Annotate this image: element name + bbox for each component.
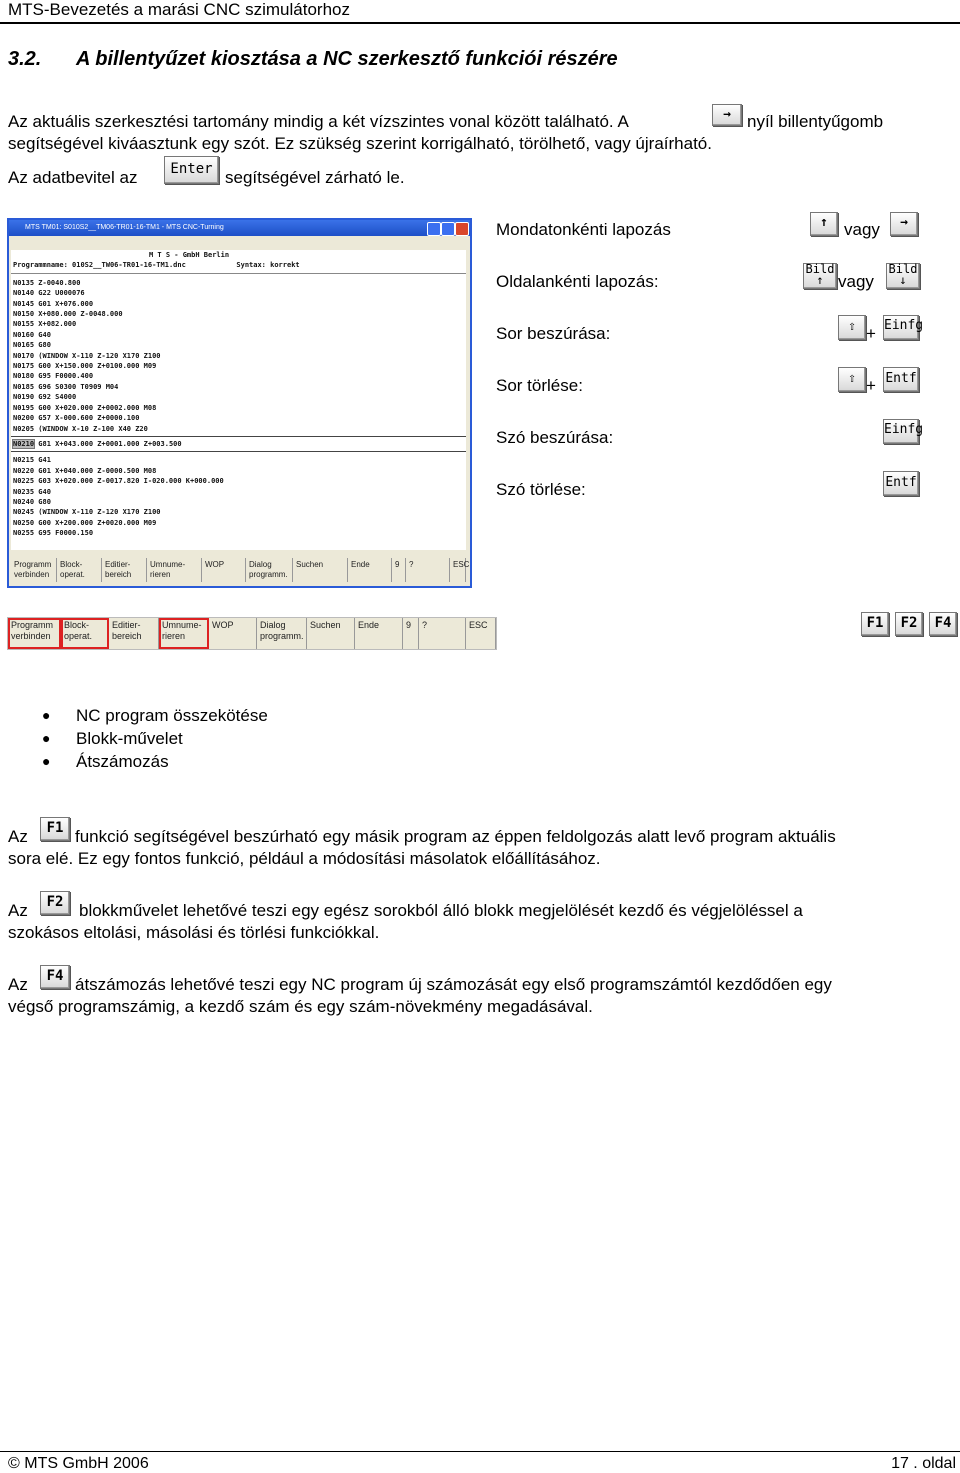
page-up-key-icon: [803, 263, 837, 289]
softkey-bar-small: [11, 558, 470, 582]
softkey-label-1: Block-: [60, 560, 83, 569]
footer-page-number: 17 . oldal: [891, 1455, 956, 1472]
softkey-label-1: Ende: [358, 620, 380, 630]
softkey-0[interactable]: [8, 618, 61, 649]
minimize-icon: [427, 222, 441, 236]
running-header: MTS-Bevezetés a marási CNC szimulátorhoz: [8, 0, 350, 19]
softkey-4[interactable]: [202, 558, 246, 582]
softkey-1[interactable]: [61, 618, 109, 649]
list-item-text: NC program összekötése: [76, 706, 268, 725]
insert-key-icon: Einfg: [883, 419, 919, 444]
softkey-7[interactable]: [355, 618, 403, 649]
section-number: 3.2.: [8, 48, 42, 70]
softkey-6[interactable]: [293, 558, 348, 582]
shift-key-icon: ⇧: [838, 367, 866, 392]
header-rule: [0, 22, 960, 24]
list-item: [42, 704, 268, 727]
code-line: N0225 G03 X+020.000 Z-0017.820 I-020.000 K+000.000: [13, 477, 224, 486]
softkey-3[interactable]: [159, 618, 209, 649]
program-name: 010S2__TW06-TR01-16-TM1.dnc: [72, 261, 186, 270]
code-line: N0240 G80: [13, 497, 51, 506]
code-line: N0180 G95 F0000.400: [13, 372, 94, 381]
syntax-label: Syntax:: [236, 261, 266, 270]
code-line: N0235 G40: [13, 487, 51, 496]
nc-editor-screenshot: [7, 218, 472, 588]
footer-copyright: © MTS GmbH 2006: [8, 1455, 149, 1472]
code-line: N0200 G57 X-000.600 Z+0000.100: [13, 414, 140, 423]
softkey-label-2: bereich: [105, 570, 132, 579]
code-line: N0195 G00 X+020.000 Z+0002.000 M08: [13, 403, 157, 412]
intro-line-3-start: Az adatbevitel az: [8, 168, 138, 187]
code-line: N0140 G22 U000076: [13, 289, 85, 298]
company-line: M T S - GmbH Berlin: [149, 251, 230, 259]
softkey-label-1: Suchen: [296, 560, 324, 569]
f1-para-az: Az: [8, 827, 28, 846]
arrow-right-key-icon: →: [712, 104, 742, 126]
code-line: N0205 (WINDOW X-10 Z-100 X40 Z20: [13, 424, 148, 433]
section-title: A billentyűzet kiosztása a NC szerkesztő funkciói részére: [76, 48, 618, 70]
softkey-label-2: operat.: [64, 631, 93, 641]
code-line: N0190 G92 S4000: [13, 393, 77, 402]
window-title: MTS TM01: S010S2__TM06-TR01-16-TM1 - MTS CNC-Turning: [25, 224, 224, 231]
code-line: N0250 G00 X+200.000 Z+0020.000 M09: [13, 518, 157, 527]
code-line: N0255 G95 F0000.150: [13, 529, 94, 538]
syntax-status: korrekt: [270, 261, 300, 270]
toolbar: [9, 236, 470, 248]
softkey-1[interactable]: [57, 558, 102, 582]
softkey-2[interactable]: [102, 558, 147, 582]
softkey-6[interactable]: [307, 618, 355, 649]
softkey-label-2: operat.: [60, 570, 85, 579]
edit-range-bottom-line: [11, 451, 466, 452]
softkey-label-1: Editier-: [105, 560, 131, 569]
row-word-delete: Szó törlése:: [496, 480, 586, 499]
softkey-label-2: verbinden: [11, 631, 51, 641]
function-list: [42, 704, 268, 773]
softkey-label-2: programm.: [249, 570, 288, 579]
code-line: N0165 G80: [13, 341, 51, 350]
code-line: N0155 X+082.000: [13, 320, 77, 329]
insert-key-icon: Einfg: [883, 315, 919, 340]
close-icon: [455, 222, 469, 236]
edit-range-top-line: [11, 436, 466, 437]
row-line-insert: Sor beszúrása:: [496, 324, 611, 343]
row-sentence-paging: Mondatonkénti lapozás: [496, 220, 671, 239]
f4-key-icon: F4: [929, 612, 957, 636]
selected-word[interactable]: N0210: [13, 439, 35, 448]
softkey-label-2: bereich: [112, 631, 142, 641]
maximize-icon: [441, 222, 455, 236]
f2-key-icon: F2: [40, 891, 70, 915]
or-text-2: vagy: [838, 272, 874, 291]
softkey-9[interactable]: [419, 618, 466, 649]
arrow-up-key-icon: ↑: [810, 212, 838, 236]
bild-label: Bild: [805, 262, 835, 276]
code-line: N0160 G40: [13, 330, 51, 339]
f1-para-line-2: sora elé. Ez egy fontos funkció, például a módosítási másolatok előállításához.: [8, 849, 601, 868]
list-item: [42, 727, 268, 750]
softkey-label-1: ESC: [469, 620, 488, 630]
f1-key-icon: F1: [40, 817, 70, 841]
code-lines-bottom: [11, 455, 466, 538]
softkey-8[interactable]: [392, 558, 406, 582]
row-word-insert: Szó beszúrása:: [496, 428, 614, 447]
code-line: N0145 G01 X+076.000: [13, 299, 94, 308]
intro-line-1-end: nyíl billentyűgomb: [747, 112, 884, 131]
code-line: N0175 G00 X+150.000 Z+0100.000 M09: [13, 362, 157, 371]
row-line-delete: Sor törlése:: [496, 376, 583, 395]
softkey-4[interactable]: [209, 618, 257, 649]
current-line-rest: G81 X+043.000 Z+0001.000 Z+003.500: [34, 439, 182, 448]
softkey-label-1: WOP: [212, 620, 234, 630]
up-arrow-icon: ↑: [816, 273, 824, 287]
code-line: N0215 G41: [13, 456, 51, 465]
footer-rule: [0, 1451, 960, 1452]
delete-key-icon: Entf: [883, 367, 919, 392]
code-line: N0245 (WINDOW X-110 Z-120 X170 Z100: [13, 508, 161, 517]
section-heading: [8, 48, 618, 71]
softkey-2[interactable]: [109, 618, 159, 649]
softkey-label-1: Ende: [351, 560, 370, 569]
softkey-label-1: Dialog: [249, 560, 272, 569]
intro-text: Az aktuális szerkesztési tartomány mindig a két vízszintes vonal között található. A: [8, 112, 629, 131]
softkey-5[interactable]: [257, 618, 307, 649]
current-line: [11, 439, 466, 449]
enter-key-icon: Enter: [164, 156, 219, 184]
softkey-label-1: Block-: [64, 620, 90, 630]
down-arrow-icon: ↓: [899, 273, 907, 287]
bild-label: Bild: [888, 262, 918, 276]
code-lines-top: [11, 278, 466, 434]
code-line: N0220 G01 X+040.000 Z-0000.500 M08: [13, 466, 157, 475]
nc-program-editor: [11, 250, 466, 550]
f2-para-az: Az: [8, 901, 28, 920]
list-item-text: Átszámozás: [76, 752, 169, 771]
softkey-8[interactable]: [403, 618, 419, 649]
code-line: N0185 G96 S0300 T0909 M04: [13, 382, 119, 391]
softkey-label-1: Programm: [11, 620, 54, 630]
window-titlebar: [9, 220, 470, 236]
softkey-label-1: ?: [409, 560, 414, 569]
softkey-3[interactable]: [147, 558, 202, 582]
intro-line-2: segítségével kiváasztunk egy szót. Ez szükség szerint korrigálható, törölhető, vagy újraírható.: [8, 134, 712, 153]
code-line: N0150 X+080.000 Z-0048.000: [13, 310, 123, 319]
softkey-label-1: 9: [395, 560, 400, 569]
softkey-label-1: Programm: [14, 560, 52, 569]
f2-key-icon: F2: [895, 612, 923, 636]
f2-para-line-2: szokásos eltolási, másolási és törlési funkciókkal.: [8, 923, 380, 942]
softkey-label-2: verbinden: [14, 570, 50, 579]
bullet-icon: ●: [42, 730, 51, 746]
f4-para-line-2: végső programszámig, a kezdő szám és egy szám-növekmény megadásával.: [8, 997, 593, 1016]
softkey-10[interactable]: [466, 618, 496, 649]
arrow-right-key-icon: →: [890, 212, 918, 236]
or-text-1: vagy: [844, 220, 880, 239]
bullet-icon: ●: [42, 707, 51, 723]
softkey-label-1: ?: [422, 620, 428, 630]
separator: [11, 273, 466, 274]
delete-key-icon: Entf: [883, 471, 919, 496]
softkey-9[interactable]: [406, 558, 450, 582]
f1-para-line-1: funkció segítségével beszúrható egy másik program az éppen feldolgozás alatt levő program aktuális: [75, 827, 836, 846]
code-line: N0170 (WINDOW X-110 Z-120 X170 Z100: [13, 351, 161, 360]
intro-line-3-end: segítségével zárható le.: [225, 168, 405, 187]
f4-para-az: Az: [8, 975, 28, 994]
softkey-label-2: rieren: [162, 631, 186, 641]
softkey-10[interactable]: [450, 558, 470, 582]
softkey-label-2: rieren: [150, 570, 171, 579]
softkey-7[interactable]: [348, 558, 392, 582]
softkey-label-1: 9: [406, 620, 412, 630]
softkey-label-1: Editier-: [112, 620, 141, 630]
page-down-key-icon: [886, 263, 920, 289]
softkey-bar-large: [7, 617, 497, 650]
softkey-label-1: Suchen: [310, 620, 341, 630]
list-item: [42, 750, 268, 773]
softkey-label-1: Umnume-: [150, 560, 186, 569]
softkey-5[interactable]: [246, 558, 293, 582]
softkey-label-1: Umnume-: [162, 620, 202, 630]
softkey-label-2: programm.: [260, 631, 304, 641]
list-item-text: Blokk-művelet: [76, 729, 183, 748]
plus-sign: +: [866, 376, 876, 395]
code-line: N0135 Z-0040.800: [13, 278, 81, 287]
f1-key-icon: F1: [861, 612, 889, 636]
program-info-line: [11, 260, 466, 270]
f4-para-line-1: átszámozás lehetővé teszi egy NC program új számozását egy első programszámtól kezdődően egy: [75, 975, 832, 994]
program-label: Programmname:: [13, 261, 68, 270]
softkey-label-1: WOP: [205, 560, 225, 569]
f4-key-icon: F4: [40, 965, 70, 989]
bullet-icon: ●: [42, 753, 51, 769]
softkey-0[interactable]: [11, 558, 57, 582]
f2-para-line-1: blokkművelet lehetővé teszi egy egész sorokból álló blokk megjelölését kezdő és végjelöléssel a: [79, 901, 803, 920]
plus-sign: +: [866, 324, 876, 343]
softkey-label-1: ESC: [453, 560, 470, 569]
row-page-paging: Oldalankénti lapozás:: [496, 272, 659, 291]
softkey-label-1: Dialog: [260, 620, 286, 630]
intro-line-1: [8, 111, 629, 133]
shift-key-icon: ⇧: [838, 315, 866, 340]
